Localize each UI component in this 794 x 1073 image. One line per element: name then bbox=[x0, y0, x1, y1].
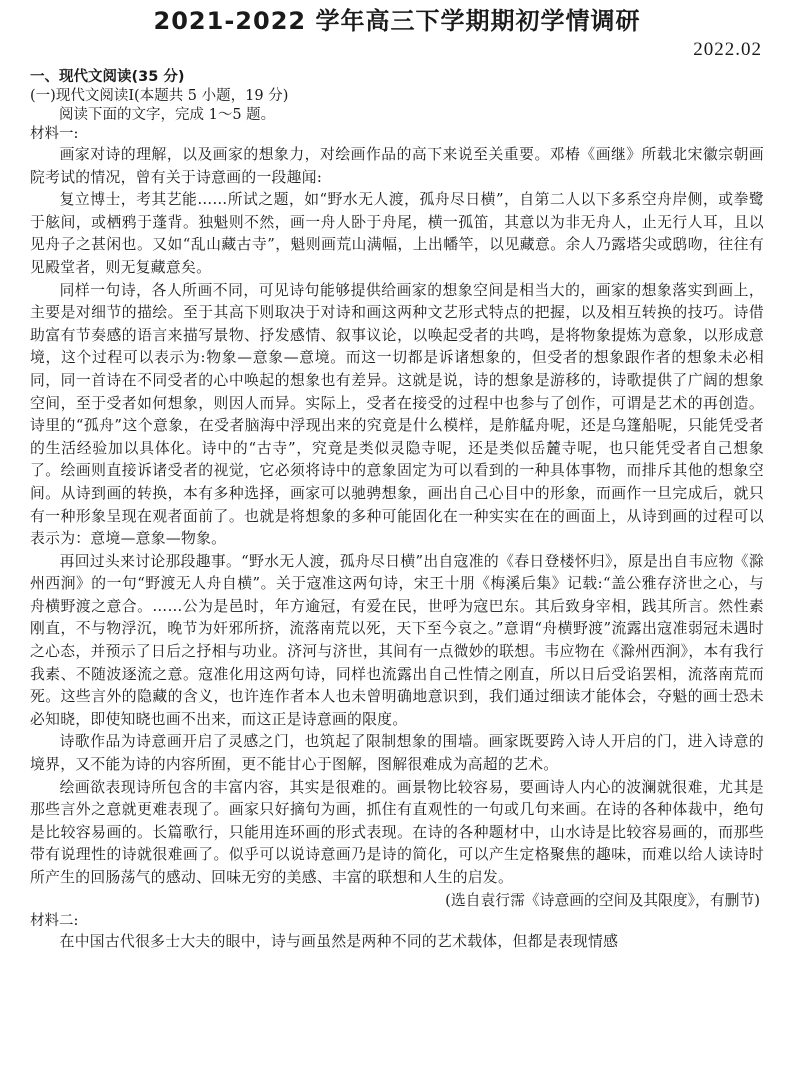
material-one-paragraph: 复立博士，考其艺能……所试之题，如“野水无人渡，孤舟尽日横”，自第二人以下多系空舟岸侧，或拳鹭于舷间，或栖鸦于蓬背。独魁则不然，画一舟人卧于舟尾，横一孤笛，其意以为非无舟人，止无行人耳，且以见舟子之甚闲也。又如“乱山藏古寺”，魁则画荒山满幅，上出幡竿，以见藏意。余人乃露塔尖或鸱吻，往往有见殿堂者，则无复藏意矣。 bbox=[30, 191, 764, 276]
material-one-paragraph: 再回过头来讨论那段趣事。“野水无人渡，孤舟尽日横”出自寇准的《春日登楼怀归》，原是出自韦应物《滁州西涧》的一句“野渡无人舟自横”。关于寇准这两句诗，宋王十朋《梅溪后集》记载:“盖公雅存济世之心，与舟横野渡之意合。……公为是邑时，年方逾冠，有爱在民，世呼为寇巴东。其后致身宰相，践其所言。然性素刚直，不与物浮沉，晚节为奸邪所挤，流落南荒以死，天下至今哀之。”意谓“舟横野渡”流露出寇准弱冠未遇时之心态，并预示了日后之抒相与功业。济河与济世，其间有一点微妙的联想。韦应物在《滁州西涧》，本有我行我素、不随波逐流之意。寇准化用这两句诗，同样也流露出自己性情之刚直，所以日后受谄罢相，流落南荒而死。这些言外的隐藏的含义，也许连作者本人也未曾明确地意识到，我们通过细读才能体会，夺魁的画士恐未必知晓，即使知晓也画不出来，而这正是诗意画的限度。 bbox=[30, 552, 764, 728]
material-one-paragraph: 画家对诗的理解，以及画家的想象力，对绘画作品的高下来说至关重要。邓椿《画继》所载北宋徽宗朝画院考试的情况，曾有关于诗意画的一段趣闻: bbox=[30, 146, 764, 186]
material-two-label: 材料二: bbox=[30, 913, 79, 930]
exam-date: 2022.02 bbox=[693, 39, 762, 60]
material-one-label: 材料一: bbox=[30, 126, 79, 142]
section-subheading: (一)现代文阅读Ⅰ(本题共 5 小题，19 分) bbox=[30, 88, 289, 104]
material-one-paragraph: 绘画欲表现诗所包含的丰富内容，其实是很难的。画景物比较容易，要画诗人内心的波澜就很难，尤其是那些言外之意就更难表现了。画家只好摘句为画，抓住有直观性的一句或几句来画。在诗的各种体裁中，绝句是比较容易画的。长篇歌行，只能用连环画的形式表现。在诗的各种题材中，山水诗是比较容易画的，而那些带有说理性的诗就很难画了。似乎可以说诗意画乃是诗的简化，可以产生定格聚焦的趣味，而难以给人读诗时所产生的回肠荡气的感动、回味无穷的美感、丰富的联想和人生的启发。 bbox=[30, 778, 764, 886]
material-one-paragraph: 同样一句诗，各人所画不同，可见诗句能够提供给画家的想象空间是相当大的，画家的想象落实到画上，主要是对细节的描绘。至于其高下则取决于对诗和画这两种文艺形式特点的把握，以及相互转换的技巧。诗借助富有节奏感的语言来描写景物、抒发感情、叙事议论，以唤起受者的共鸣，是将物象提炼为意象，以形成意境，这个过程可以表示为:物象—意象—意境。而这一切都是诉诸想象的，但受者的想象跟作者的想象未必相同，同一首诗在不同受者的心中唤起的想象也有差异。这就是说，诗的想象是游移的，诗歌提供了广阔的想象空间，至于受者如何想象，则因人而异。实际上，受者在接受的过程中也参与了创作，可谓是艺术的再创造。诗里的“孤舟”这个意象，在受者脑海中浮现出来的究竟是什么模样，是舴艋舟呢，还是乌篷船呢，只能凭受者的生活经验加以具体化。诗中的“古寺”，究竟是类似灵隐寺呢，还是类似岳麓寺呢，也只能凭受者自己想象了。绘画则直接诉诸受者的视觉，它必须将诗中的意象固定为可以看到的一种具体事物，而排斥其他的想象空间。从诗到画的转换，本有多种选择，画家可以驰骋想象，画出自己心目中的形象，而画作一旦完成后，就只有一种形象呈现在观者面前了。也就是将想象的多种可能固化在一种实实在在的画面上，从诗到画的过程可以表示为：意境—意象—物象。 bbox=[30, 281, 764, 548]
section-heading: 一、现代文阅读(35 分) bbox=[30, 69, 185, 85]
material-two-paragraph: 在中国古代很多士大夫的眼中，诗与画虽然是两种不同的艺术载体，但都是表现情感 bbox=[59, 933, 619, 951]
reading-instruction: 阅读下面的文字，完成 1～5 题。 bbox=[59, 107, 276, 123]
material-one-paragraph: 诗歌作品为诗意画开启了灵感之门，也筑起了限制想象的围墙。画家既要跨入诗人开启的门，进入诗意的境界，又不能为诗的内容所囿，更不能甘心于图解，图解很难成为高超的艺术。 bbox=[30, 733, 764, 774]
material-one-source: (选自袁行霈《诗意画的空间及其限度》，有删节) bbox=[445, 891, 760, 909]
exam-title: 2021-2022 学年高三下学期期初学情调研 bbox=[153, 7, 641, 35]
